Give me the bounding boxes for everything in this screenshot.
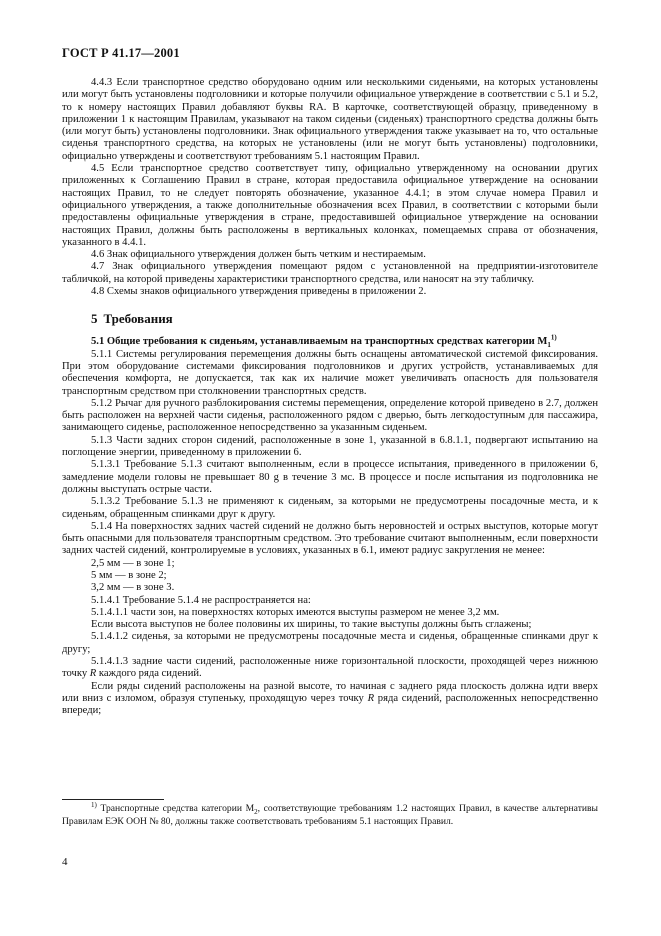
paragraph-5-1-4-1-2: 5.1.4.1.2 сиденья, за которыми не предусмотрены посадочные места и сиденья, обращенные спинками друг к другу;: [62, 631, 598, 655]
paragraph-5-1-4-1-1: 5.1.4.1.1 части зон, на поверхностях которых имеются выступы размером не менее 3,2 мм.: [91, 606, 500, 618]
paragraph-5-1-4-1-3-tail: каждого ряда сидений.: [96, 668, 202, 680]
point-r-symbol: R: [367, 692, 375, 704]
paragraph-5-1-3-2: 5.1.3.2 Требование 5.1.3 не применяют к сиденьям, за которыми не предусмотрены посадочные места, и к сиденьям, обращенным спинками друг к другу.: [62, 496, 598, 520]
section-title: Требования: [103, 311, 173, 327]
paragraph-5-1-4-1-3-text: 5.1.4.1.3 задние части сидений, расположенные ниже горизонтальной плоскости, проходящей через нижнюю точку: [62, 656, 598, 680]
footnote-divider: [62, 799, 164, 800]
point-r-symbol: R: [89, 668, 97, 680]
paragraph-4-7: 4.7 Знак официального утверждения помещают рядом с установленной на предприятии-изготовителе табличкой, на которой приведены характеристики транспортного средства, или наносят на эту табличку.: [62, 261, 598, 285]
section-number: 5: [91, 311, 98, 327]
paragraph-4-4-3: 4.4.3 Если транспортное средство оборудовано одним или несколькими сиденьями, на которых установлены или могут быть установлены подголовники и которые получили официальное утверждение в соответствии с 5.1 и 5.2, то к номеру настоящих Правил добавляют буквы RA. В карточке, соответствующей образцу, приведенному в приложении 1 к настоящим Правилам, указывают на таком сиденьи (сиденьях) транспортного средства должны быть (или могут быть) установлены подголовники. Знак официального утверждения также указывает на то, что остальные сиденья транспортного средства, на которых не установлены (или не могут быть установлены) подголовники, официально утверждены и соответствуют требованиям 5.1 настоящим Правил.: [62, 77, 598, 162]
radius-item-zone-1: 2,5 мм — в зоне 1;: [91, 557, 175, 569]
paragraph-seat-rows-tail: ряда сидений, расположенных непосредственно впереди;: [62, 692, 598, 717]
section-heading: [91, 312, 598, 326]
paragraph-5-1-2: 5.1.2 Рычаг для ручного разблокирования системы перемещения, определение которой приведено в 2.7, должен быть расположен на верхней части сиденья, расположенного рядом с дверью, быть легкодоступным для пассажира, занимающего сиденье, расположенное непосредственно за указанным сиденьем.: [62, 397, 598, 434]
paragraph-protrusion-height: Если высота выступов не более половины их ширины, то такие выступы должны быть сглажены;: [91, 619, 532, 631]
footnote-text: Транспортные средства категории M: [96, 803, 255, 814]
paragraph-4-6: 4.6 Знак официального утверждения должен быть четким и нестираемым.: [91, 249, 426, 261]
paragraph-5-1-4-1-3: [62, 656, 598, 681]
subheading-5-1: [62, 333, 598, 350]
subheading-subscript: 1: [547, 341, 551, 350]
paragraph-5-1-3: 5.1.3 Части задних сторон сидений, расположенные в зоне 1, указанной в 6.8.1.1, подвергают испытанию на поглощение энергии, приведенному в приложении 6.: [62, 434, 598, 459]
subheading-text: 5.1 Общие требования к сиденьям, устанавливаемым на транспортных средствах категории M: [91, 336, 548, 348]
paragraph-seat-rows: [62, 681, 598, 718]
paragraph-4-8: 4.8 Схемы знаков официального утверждения приведены в приложении 2.: [91, 286, 427, 298]
page-content: [62, 77, 598, 718]
radius-item-zone-2: 5 мм — в зоне 2;: [91, 569, 167, 581]
document-header: ГОСТ Р 41.17—2001: [62, 46, 180, 60]
paragraph-5-1-4-1: 5.1.4.1 Требование 5.1.4 не распространяется на:: [91, 594, 311, 606]
footnote-text-tail: , соответствующие требованиям 1.2 настоящих Правил, в качестве альтернативы Правилам ЕЭК ООН № 80, должны также соответствовать требованиям 5.1 настоящих Правил.: [62, 803, 598, 827]
paragraph-5-1-3-1: 5.1.3.1 Требование 5.1.3 считают выполненным, если в процессе испытания, приведенного в приложении 6, замедление модели головы не превышает 80 g в течение 3 мс. В процессе и после испытания из подголовника не должны выступать острые части.: [62, 459, 598, 495]
footnote-marker: 1): [91, 800, 97, 809]
paragraph-5-1-1: 5.1.1 Системы регулирования перемещения должны быть оснащены автоматической системой фиксирования. При этом оборудование системами фиксирования подголовников и других устройств, устанавливаемых для обеспечения комфорта, не допускается, так как их наличие может увеличивать опасность для пользователя транспортным средством при столкновении транспортных средств.: [62, 348, 598, 397]
paragraph-4-5: 4.5 Если транспортное средство соответствует типу, официально утвержденному на основании других приложенных к Соглашению Правил в стране, которая предоставила официальное утверждение на основании настоящих Правил, то не следует повторять обозначение, указанное 4.4.1; в этом случае номера Правил и официального утверждения, а также дополнительные обозначения всех Правил, в соответствии с которыми были предоставлены официальные утверждения в стране, предоставившей официальное утверждение на основании настоящих Правил, должны быть расположены в вертикальных колонках, помещаемых справа от обозначения, указанного в 4.4.1.: [62, 163, 598, 248]
footnote-subscript: 2: [254, 807, 258, 816]
paragraph-seat-rows-text: Если ряды сидений расположены на разной высоте, то начиная с заднего ряда плоскость должна идти вверх или вниз с изломом, образуя ступеньку, проходящую через точку: [62, 680, 598, 704]
page-number: 4: [62, 856, 68, 868]
footnote-ref: 1): [550, 333, 557, 342]
radius-item-zone-3: 3,2 мм — в зоне 3.: [91, 582, 175, 594]
paragraph-5-1-4: 5.1.4 На поверхностях задних частей сидений не должно быть неровностей и острых выступов, которые могут быть опасными для пользователя транспортным средством. Это требование считают выполненным, если поверхности задних частей сидений, контролируемые в условиях, указанных в 6.1, имеют радиус закругления не менее:: [62, 520, 598, 557]
footnote: [62, 800, 598, 829]
